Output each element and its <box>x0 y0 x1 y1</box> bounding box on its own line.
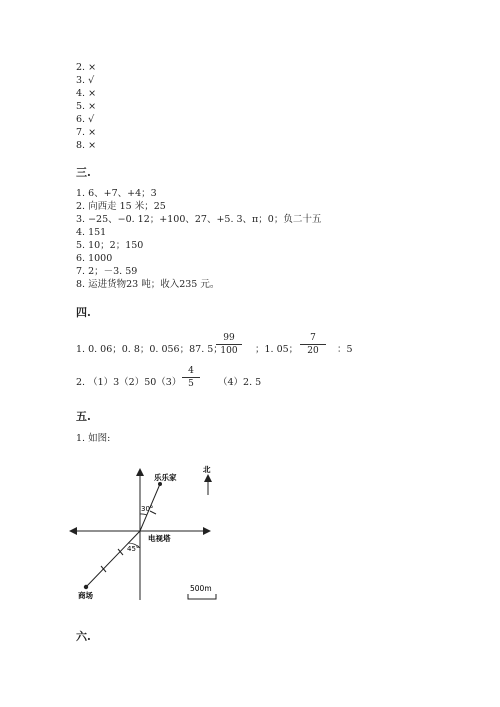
answer-2-3: 3. √ <box>76 75 95 86</box>
scale-bar <box>188 594 216 599</box>
fraction-denominator: 20 <box>307 346 319 356</box>
fraction-numerator: 4 <box>188 366 194 376</box>
answer-3-2: 2. 向西走 15 米；25 <box>76 201 166 212</box>
point-home <box>158 482 162 486</box>
fraction-numerator: 7 <box>310 333 316 343</box>
answer-2-8: 8. × <box>76 140 97 151</box>
point-mall <box>84 585 88 589</box>
label-angle-30: 30° <box>141 505 154 513</box>
answer-2-5: 5. × <box>76 101 97 112</box>
section-heading-4: 四. <box>76 306 91 319</box>
label-home: 乐乐家 <box>154 473 177 482</box>
section-heading-6: 六. <box>76 630 91 643</box>
answer-4-2-part-b: （4）2. 5 <box>218 377 262 388</box>
label-scale: 500m <box>190 584 212 593</box>
label-mall: 商场 <box>78 591 93 600</box>
answer-4-2-part-a: 2. （1）3（2）50（3） <box>76 377 182 388</box>
answer-2-2: 2. × <box>76 62 97 73</box>
angle-arc-top <box>140 514 147 515</box>
fraction-numerator: 99 <box>223 333 235 343</box>
answer-3-5: 5. 10；2；150 <box>76 240 144 251</box>
answer-3-6: 6. 1000 <box>76 253 113 264</box>
answer-3-1: 1. 6、+7、+4；3 <box>76 188 157 199</box>
label-tower: 电视塔 <box>148 534 171 543</box>
fraction-denominator: 100 <box>220 346 238 356</box>
answer-3-3: 3. −25、−0. 12；+100、27、+5. 3、π；0；负二十五 <box>76 214 322 225</box>
section-heading-3: 三. <box>76 166 91 179</box>
answer-2-6: 6. √ <box>76 114 95 125</box>
fraction-denominator: 5 <box>188 379 194 389</box>
answer-5-1: 1. 如图: <box>76 433 111 444</box>
answer-2-4: 4. × <box>76 88 97 99</box>
answer-4-1-part-a: 1. 0. 06；0. 8；0. 056；87. 5； <box>76 344 223 355</box>
answer-2-7: 7. × <box>76 127 97 138</box>
label-north: 北 <box>203 465 211 474</box>
answer-3-7: 7. 2；－3. 59 <box>76 266 138 277</box>
line-to-mall <box>86 531 140 587</box>
answer-3-8: 8. 运进货物23 吨；收入235 元。 <box>76 279 220 290</box>
answer-4-1-part-c: ：5 <box>337 344 353 355</box>
answer-4-1-part-b: ；1. 05； <box>255 344 299 355</box>
answer-3-4: 4. 151 <box>76 227 107 238</box>
section-heading-5: 五. <box>76 410 91 423</box>
label-angle-45: 45° <box>127 545 140 553</box>
